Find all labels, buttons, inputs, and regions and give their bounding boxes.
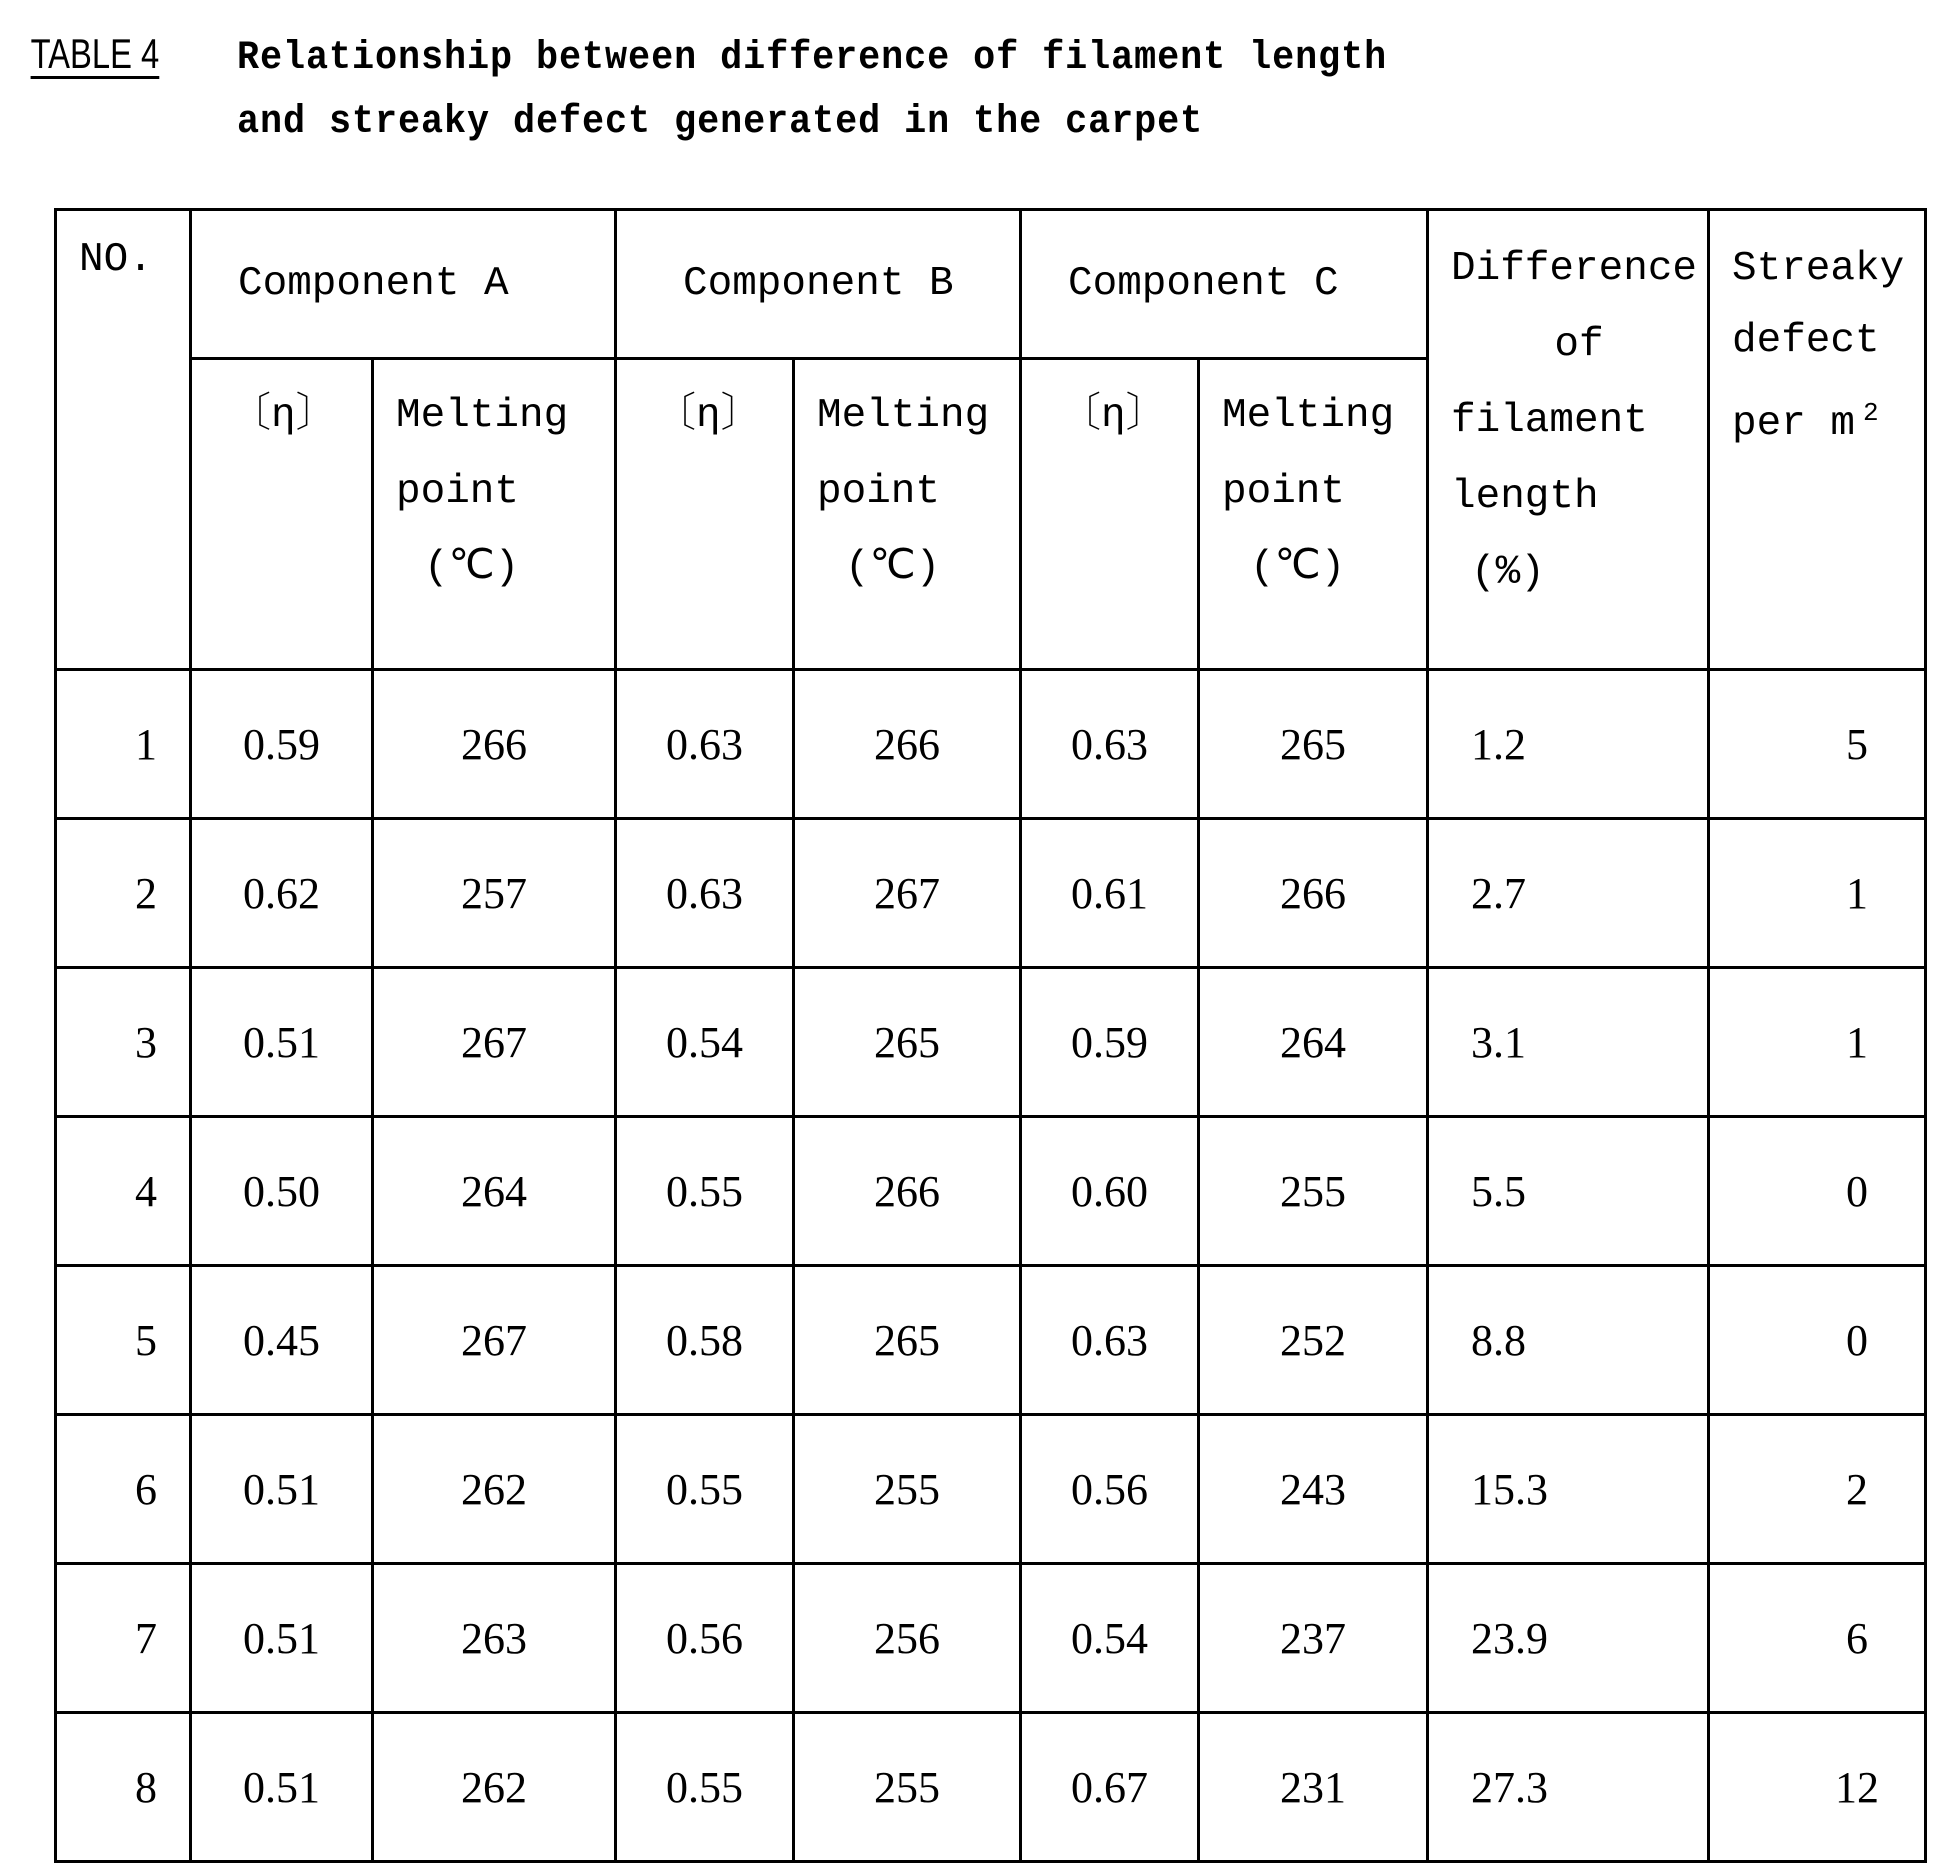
table-caption	[15, 30, 1515, 170]
header-c-melting-point	[1199, 359, 1428, 670]
header-streaky-l3-text: per m	[1732, 401, 1856, 447]
cell-no: 6	[56, 1415, 191, 1564]
cell-b-melting-point: 255	[794, 1713, 1021, 1862]
header-b-mp-l1: Melting	[817, 393, 990, 439]
cell-a-eta: 0.51	[191, 1564, 373, 1713]
header-c-eta	[1021, 359, 1199, 670]
cell-c-melting-point: 231	[1199, 1713, 1428, 1862]
cell-b-eta: 0.63	[616, 670, 794, 819]
cell-b-eta: 0.55	[616, 1415, 794, 1564]
header-streaky-superscript: 2	[1863, 398, 1879, 428]
table-row	[56, 1266, 1926, 1415]
cell-difference: 1.2	[1428, 670, 1709, 819]
header-no-label: NO.	[79, 237, 153, 283]
cell-a-eta: 0.51	[191, 1713, 373, 1862]
table-number-label: TABLE 4	[30, 30, 160, 77]
table-row	[56, 968, 1926, 1117]
cell-a-melting-point: 266	[373, 670, 616, 819]
caption-text-line-2: and streaky defect generated in the carpet	[237, 100, 1204, 145]
cell-difference: 5.5	[1428, 1117, 1709, 1266]
cell-no: 8	[56, 1713, 191, 1862]
cell-streaky-defect: 12	[1709, 1713, 1926, 1862]
cell-c-eta: 0.60	[1021, 1117, 1199, 1266]
table-row	[56, 1117, 1926, 1266]
header-a-eta-label: 〔η〕	[230, 393, 337, 439]
header-streaky-defect	[1709, 210, 1926, 670]
cell-a-eta: 0.59	[191, 670, 373, 819]
cell-difference: 23.9	[1428, 1564, 1709, 1713]
header-c-mp-l2: point	[1222, 469, 1346, 515]
cell-b-eta: 0.56	[616, 1564, 794, 1713]
cell-difference: 2.7	[1428, 819, 1709, 968]
header-b-mp-l3: (℃)	[845, 545, 941, 591]
cell-a-melting-point: 263	[373, 1564, 616, 1713]
cell-no: 5	[56, 1266, 191, 1415]
cell-a-melting-point: 257	[373, 819, 616, 968]
caption-line-1	[15, 30, 1515, 100]
header-a-mp-l2: point	[396, 469, 520, 515]
cell-no: 3	[56, 968, 191, 1117]
cell-a-eta: 0.50	[191, 1117, 373, 1266]
header-component-b: Component B	[616, 210, 1021, 359]
caption-text-line-1: Relationship between difference of filament length	[237, 36, 1388, 81]
cell-a-eta: 0.62	[191, 819, 373, 968]
cell-c-melting-point: 265	[1199, 670, 1428, 819]
cell-c-melting-point: 255	[1199, 1117, 1428, 1266]
cell-c-eta: 0.61	[1021, 819, 1199, 968]
header-difference-l2: of	[1554, 322, 1604, 368]
cell-c-eta: 0.56	[1021, 1415, 1199, 1564]
header-difference-l4: length	[1451, 474, 1599, 520]
cell-difference: 15.3	[1428, 1415, 1709, 1564]
header-difference-l1: Difference	[1451, 246, 1698, 292]
cell-c-eta: 0.59	[1021, 968, 1199, 1117]
header-c-mp-l1: Melting	[1222, 393, 1395, 439]
cell-difference: 27.3	[1428, 1713, 1709, 1862]
cell-c-melting-point: 237	[1199, 1564, 1428, 1713]
header-component-a: Component A	[191, 210, 616, 359]
table-row	[56, 1415, 1926, 1564]
cell-b-melting-point: 267	[794, 819, 1021, 968]
cell-a-melting-point: 262	[373, 1713, 616, 1862]
cell-no: 4	[56, 1117, 191, 1266]
cell-b-eta: 0.55	[616, 1117, 794, 1266]
header-streaky-l2: defect	[1732, 318, 1880, 364]
cell-no: 2	[56, 819, 191, 968]
header-a-eta	[191, 359, 373, 670]
cell-streaky-defect: 2	[1709, 1415, 1926, 1564]
cell-c-eta: 0.63	[1021, 670, 1199, 819]
cell-b-melting-point: 266	[794, 670, 1021, 819]
cell-c-eta: 0.67	[1021, 1713, 1199, 1862]
cell-b-eta: 0.54	[616, 968, 794, 1117]
header-b-mp-l2: point	[817, 469, 941, 515]
cell-b-melting-point: 265	[794, 1266, 1021, 1415]
header-a-mp-l1: Melting	[396, 393, 569, 439]
cell-b-melting-point: 256	[794, 1564, 1021, 1713]
cell-c-melting-point: 252	[1199, 1266, 1428, 1415]
cell-a-eta: 0.45	[191, 1266, 373, 1415]
cell-a-melting-point: 264	[373, 1117, 616, 1266]
cell-b-eta: 0.55	[616, 1713, 794, 1862]
header-c-eta-label: 〔η〕	[1060, 393, 1167, 439]
header-a-mp-l3: (℃)	[424, 545, 520, 591]
cell-a-melting-point: 267	[373, 1266, 616, 1415]
header-no	[56, 210, 191, 670]
cell-streaky-defect: 1	[1709, 968, 1926, 1117]
cell-b-melting-point: 266	[794, 1117, 1021, 1266]
header-difference-l5: (%)	[1471, 550, 1545, 596]
cell-difference: 3.1	[1428, 968, 1709, 1117]
header-c-mp-l3: (℃)	[1250, 545, 1346, 591]
cell-difference: 8.8	[1428, 1266, 1709, 1415]
header-component-c: Component C	[1021, 210, 1428, 359]
header-a-melting-point	[373, 359, 616, 670]
data-table	[54, 208, 1927, 1863]
cell-streaky-defect: 0	[1709, 1266, 1926, 1415]
cell-streaky-defect: 0	[1709, 1117, 1926, 1266]
cell-a-eta: 0.51	[191, 1415, 373, 1564]
cell-streaky-defect: 5	[1709, 670, 1926, 819]
header-difference-l3: filament	[1451, 398, 1648, 444]
cell-c-eta: 0.54	[1021, 1564, 1199, 1713]
cell-b-eta: 0.58	[616, 1266, 794, 1415]
cell-a-eta: 0.51	[191, 968, 373, 1117]
table-row	[56, 1564, 1926, 1713]
cell-b-eta: 0.63	[616, 819, 794, 968]
cell-a-melting-point: 262	[373, 1415, 616, 1564]
table-row	[56, 670, 1926, 819]
cell-a-melting-point: 267	[373, 968, 616, 1117]
caption-line-2	[15, 100, 1515, 170]
header-b-melting-point	[794, 359, 1021, 670]
cell-b-melting-point: 265	[794, 968, 1021, 1117]
header-row-groups	[56, 210, 1926, 359]
cell-c-eta: 0.63	[1021, 1266, 1199, 1415]
cell-streaky-defect: 1	[1709, 819, 1926, 968]
header-b-eta	[616, 359, 794, 670]
cell-c-melting-point: 266	[1199, 819, 1428, 968]
table-row	[56, 819, 1926, 968]
header-difference	[1428, 210, 1709, 670]
header-streaky-l1: Streaky	[1732, 246, 1905, 292]
table-row	[56, 1713, 1926, 1862]
cell-c-melting-point: 243	[1199, 1415, 1428, 1564]
header-streaky-l3	[1732, 377, 1924, 460]
header-b-eta-label: 〔η〕	[655, 393, 762, 439]
cell-streaky-defect: 6	[1709, 1564, 1926, 1713]
cell-c-melting-point: 264	[1199, 968, 1428, 1117]
cell-b-melting-point: 255	[794, 1415, 1021, 1564]
cell-no: 1	[56, 670, 191, 819]
cell-no: 7	[56, 1564, 191, 1713]
